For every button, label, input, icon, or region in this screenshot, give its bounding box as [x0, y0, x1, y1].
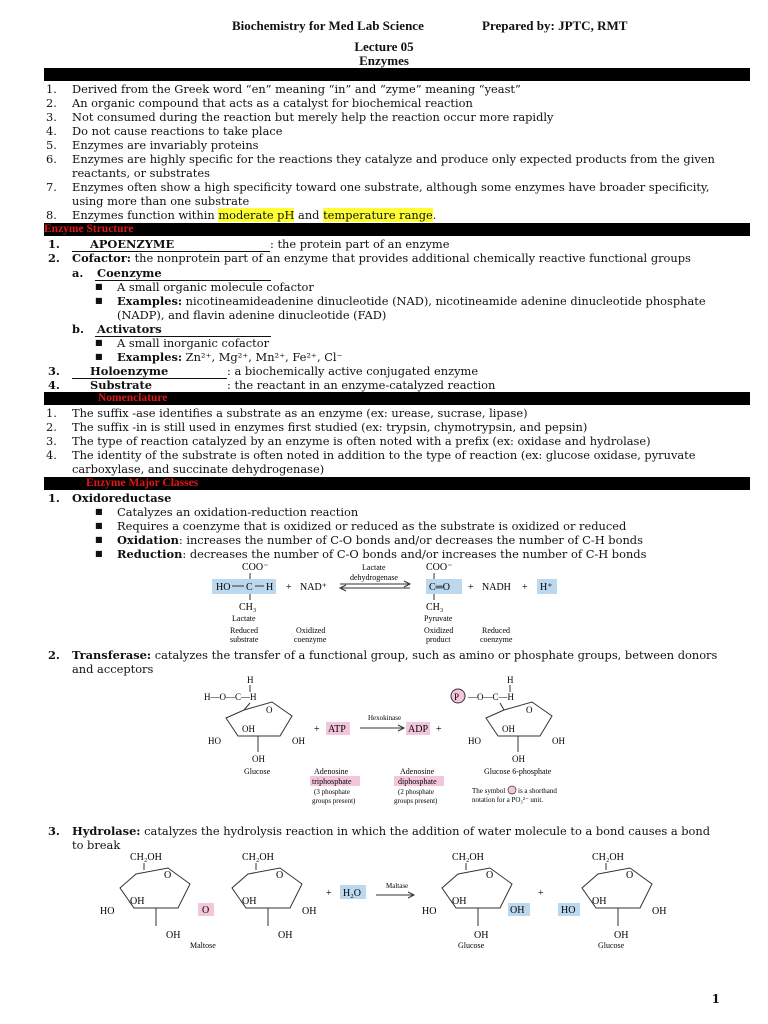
- svg-text:OH: OH: [474, 930, 489, 941]
- svg-text:Maltose: Maltose: [190, 941, 216, 950]
- svg-text:+: +: [468, 582, 474, 593]
- svg-text:OH: OH: [302, 906, 317, 917]
- svg-text:OH: OH: [552, 736, 565, 746]
- lactate-reaction-figure: [200, 560, 580, 648]
- svg-text:H: H: [247, 675, 254, 685]
- svg-text:HO: HO: [468, 736, 481, 746]
- highlight-ph: moderate pH: [218, 208, 295, 222]
- svg-text:Hexokinase: Hexokinase: [368, 714, 402, 722]
- svg-text:+: +: [522, 582, 528, 593]
- svg-text:HO: HO: [561, 905, 576, 916]
- svg-text:CH₂OH: CH₂OH: [452, 852, 484, 863]
- svg-text:HO: HO: [100, 906, 115, 917]
- svg-text:HO: HO: [208, 736, 221, 746]
- substrate-term: Substrate: [72, 378, 227, 393]
- svg-text:(2 phosphate: (2 phosphate: [398, 788, 434, 796]
- section-title: Nomenclature: [98, 392, 168, 404]
- svg-text:The symbol: The symbol: [472, 787, 506, 795]
- svg-text:CH₂OH: CH₂OH: [242, 852, 274, 863]
- svg-text:OH: OH: [252, 754, 265, 764]
- svg-text:(3 phosphate: (3 phosphate: [314, 788, 350, 796]
- svg-text:Adenosine: Adenosine: [400, 767, 435, 776]
- svg-text:—O—C—H: —O—C—H: [468, 692, 515, 702]
- svg-text:Glucose 6-phosphate: Glucose 6-phosphate: [484, 767, 552, 776]
- svg-text:COO⁻: COO⁻: [242, 562, 269, 573]
- lecture-heading: [0, 40, 768, 68]
- svg-text:Reduced: Reduced: [482, 626, 510, 635]
- highlight-temperature: temperature range: [323, 208, 433, 222]
- section-bar-classes: [44, 477, 750, 490]
- hexokinase-reaction-figure: [200, 674, 580, 808]
- svg-text:diphosphate: diphosphate: [398, 777, 437, 786]
- svg-text:Lactate: Lactate: [362, 563, 386, 572]
- svg-text:OH: OH: [166, 930, 181, 941]
- svg-text:O: O: [526, 705, 533, 715]
- svg-text:Glucose: Glucose: [458, 941, 485, 950]
- svg-text:OH: OH: [510, 905, 525, 916]
- svg-text:+: +: [286, 582, 292, 593]
- svg-text:C═O: C═O: [429, 582, 450, 593]
- svg-text:C: C: [246, 582, 253, 593]
- svg-text:OH: OH: [502, 724, 515, 734]
- svg-text:coenzyme: coenzyme: [294, 635, 327, 644]
- svg-text:product: product: [426, 635, 451, 644]
- apoenzyme-term: APOENZYME: [72, 237, 270, 252]
- svg-text:H: H: [507, 675, 514, 685]
- svg-text:HO: HO: [216, 582, 231, 593]
- author: Prepared by: JPTC, RMT: [482, 18, 628, 33]
- svg-text:CH₃: CH₃: [239, 602, 257, 613]
- svg-text:H: H: [266, 582, 274, 593]
- svg-text:Pyruvate: Pyruvate: [424, 614, 453, 623]
- svg-text:H⁺: H⁺: [540, 582, 553, 593]
- holoenzyme-term: Holoenzyme: [72, 364, 227, 379]
- course-title: Biochemistry for Med Lab Science: [232, 18, 424, 33]
- svg-text:notation for a PO₃²⁻ unit.: notation for a PO₃²⁻ unit.: [472, 796, 544, 804]
- svg-text:Glucose: Glucose: [244, 767, 271, 776]
- svg-text:OH: OH: [592, 896, 607, 907]
- svg-text:H—O—C—H: H—O—C—H: [204, 692, 257, 702]
- svg-text:O: O: [626, 870, 634, 881]
- section-bar-nomenclature: [44, 392, 750, 405]
- page-number: 1: [711, 992, 720, 1006]
- svg-text:ATP: ATP: [328, 724, 346, 735]
- svg-text:COO⁻: COO⁻: [426, 562, 453, 573]
- svg-text:triphosphate: triphosphate: [312, 777, 352, 786]
- svg-text:Adenosine: Adenosine: [314, 767, 349, 776]
- svg-text:NAD⁺: NAD⁺: [300, 582, 327, 593]
- svg-text:Maltase: Maltase: [386, 882, 409, 890]
- svg-text:P: P: [454, 692, 460, 702]
- svg-text:ADP: ADP: [408, 724, 429, 735]
- svg-text:HO: HO: [422, 906, 437, 917]
- section-title: Enzyme Structure: [44, 223, 134, 235]
- svg-text:O: O: [486, 870, 494, 881]
- svg-text:groups present): groups present): [394, 797, 438, 805]
- svg-text:Glucose: Glucose: [598, 941, 625, 950]
- coenzyme-term: Coenzyme: [95, 266, 271, 281]
- svg-text:+: +: [538, 888, 544, 899]
- svg-text:+: +: [436, 724, 442, 735]
- svg-text:Reduced: Reduced: [230, 626, 258, 635]
- section-bar-intro: [44, 68, 750, 81]
- svg-text:NADH: NADH: [482, 582, 511, 593]
- svg-text:OH: OH: [512, 754, 525, 764]
- svg-text:Oxidized: Oxidized: [296, 626, 326, 635]
- svg-text:OH: OH: [278, 930, 293, 941]
- svg-text:groups present): groups present): [312, 797, 356, 805]
- svg-text:OH: OH: [130, 896, 145, 907]
- svg-text:OH: OH: [614, 930, 629, 941]
- svg-text:CH₂OH: CH₂OH: [130, 852, 162, 863]
- svg-text:O: O: [276, 870, 284, 881]
- maltase-reaction-figure: [96, 848, 686, 952]
- svg-text:coenzyme: coenzyme: [480, 635, 513, 644]
- section-bar-structure: [44, 223, 750, 236]
- svg-text:OH: OH: [452, 896, 467, 907]
- svg-text:Lactate: Lactate: [232, 614, 256, 623]
- svg-text:OH: OH: [292, 736, 305, 746]
- svg-text:H₂O: H₂O: [343, 888, 361, 899]
- svg-text:OH: OH: [652, 906, 667, 917]
- svg-text:+: +: [326, 888, 332, 899]
- section-title: Enzyme Major Classes: [86, 477, 199, 489]
- svg-text:CH₂OH: CH₂OH: [592, 852, 624, 863]
- lecture-topic: Enzymes: [359, 53, 409, 68]
- svg-text:is a shorthand: is a shorthand: [518, 787, 557, 795]
- svg-text:substrate: substrate: [230, 635, 259, 644]
- svg-text:OH: OH: [242, 724, 255, 734]
- svg-text:O: O: [202, 905, 210, 916]
- svg-text:dehydrogenase: dehydrogenase: [350, 573, 398, 582]
- svg-text:Oxidized: Oxidized: [424, 626, 454, 635]
- svg-text:O: O: [164, 870, 172, 881]
- svg-text:CH₃: CH₃: [426, 602, 444, 613]
- svg-text:OH: OH: [242, 896, 257, 907]
- svg-text:+: +: [314, 724, 320, 735]
- activators-term: Activators: [95, 322, 271, 337]
- svg-text:O: O: [266, 705, 273, 715]
- lecture-number: Lecture 05: [354, 39, 414, 54]
